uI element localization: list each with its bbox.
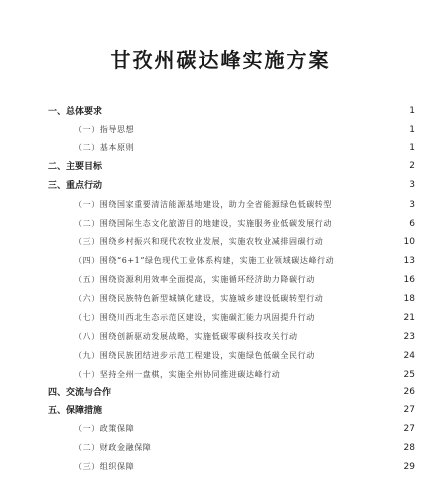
toc-subsection-entry[interactable]: [0, 458, 441, 475]
document-title: 甘孜州碳达峰实施方案: [110, 48, 331, 72]
toc-page-number: 3: [409, 179, 415, 190]
toc-entry-label: （一）围绕国家重要清洁能源基地建设，助力全省能源绿色低碳转型: [74, 200, 332, 209]
toc-entry-label: （十）坚持全州一盘棋，实施全州协同推进碳达峰行动: [74, 370, 281, 379]
toc-section-entry[interactable]: [0, 401, 441, 418]
toc-section-entry[interactable]: [0, 157, 441, 174]
toc-entry-label: （六）围绕民族特色新型城镇化建设，实施城乡建设低碳转型行动: [74, 294, 324, 303]
toc-page-number: 1: [409, 124, 415, 135]
toc-page-number: 28: [403, 442, 415, 453]
toc-page-number: 24: [403, 350, 415, 361]
toc-subsection-entry[interactable]: [0, 366, 441, 383]
toc-subsection-entry[interactable]: [0, 420, 441, 437]
toc-subsection-entry[interactable]: [0, 347, 441, 364]
toc-section-entry[interactable]: [0, 102, 441, 119]
toc-subsection-entry[interactable]: [0, 139, 441, 156]
toc-entry-label: （二）基本原则: [74, 143, 135, 152]
toc-entry-label: （四）围绕“6+1”绿色现代工业体系构建，实施工业领域碳达峰行动: [74, 256, 335, 265]
toc-entry-label: 四、交流与合作: [48, 388, 112, 398]
toc-subsection-entry[interactable]: [0, 290, 441, 307]
toc-entry-label: （三）组织保障: [74, 462, 135, 471]
toc-page-number: 13: [403, 255, 415, 266]
toc-entry-label: 一、总体要求: [48, 107, 103, 117]
toc-page-number: 16: [403, 274, 415, 285]
toc-page-number: 29: [403, 461, 415, 472]
toc-page-number: 26: [403, 386, 415, 397]
toc-entry-label: （二）围绕国际生态文化旅游目的地建设，实施服务业低碳发展行动: [74, 219, 332, 228]
toc-entry-label: 五、保障措施: [48, 406, 103, 416]
toc-page-number: 1: [409, 142, 415, 153]
toc-page-number: 21: [403, 312, 415, 323]
toc-entry-label: （九）围绕民族团结进步示范工程建设，实施绿色低碳全民行动: [74, 351, 315, 360]
toc-entry-label: （一）政策保障: [74, 424, 135, 433]
toc-page-number: 27: [403, 423, 415, 434]
toc-entry-label: 二、主要目标: [48, 162, 103, 172]
toc-page-number: 18: [403, 293, 415, 304]
toc-page-number: 3: [409, 199, 415, 210]
toc-entry-label: （三）围绕乡村振兴和现代农牧业发展，实施农牧业减排固碳行动: [74, 237, 324, 246]
toc-entry-label: （七）围绕川西北生态示范区建设，实施碳汇能力巩固提升行动: [74, 313, 315, 322]
toc-entry-label: 三、重点行动: [48, 181, 103, 191]
toc-section-entry[interactable]: [0, 383, 441, 400]
toc-entry-label: （二）财政金融保障: [74, 443, 152, 452]
toc-page-number: 2: [409, 160, 415, 171]
toc-entry-label: （五）围绕资源利用效率全面提高，实施循环经济助力降碳行动: [74, 275, 315, 284]
toc-page-number: 25: [403, 369, 415, 380]
toc-page-number: 1: [409, 105, 415, 116]
toc-subsection-entry[interactable]: [0, 252, 441, 269]
toc-section-entry[interactable]: [0, 176, 441, 193]
toc-subsection-entry[interactable]: [0, 121, 441, 138]
toc-subsection-entry[interactable]: [0, 215, 441, 232]
toc-subsection-entry[interactable]: [0, 196, 441, 213]
toc-subsection-entry[interactable]: [0, 328, 441, 345]
toc-subsection-entry[interactable]: [0, 309, 441, 326]
toc-subsection-entry[interactable]: [0, 233, 441, 250]
toc-entry-label: （八）围绕创新驱动发展战略，实施低碳零碳科技攻关行动: [74, 332, 298, 341]
toc-page-number: 23: [403, 331, 415, 342]
toc-page-number: 10: [403, 236, 415, 247]
toc-subsection-entry[interactable]: [0, 439, 441, 456]
toc-entry-label: （一）指导思想: [74, 125, 135, 134]
toc-page-number: 27: [403, 404, 415, 415]
toc-subsection-entry[interactable]: [0, 271, 441, 288]
toc-page-number: 6: [409, 218, 415, 229]
